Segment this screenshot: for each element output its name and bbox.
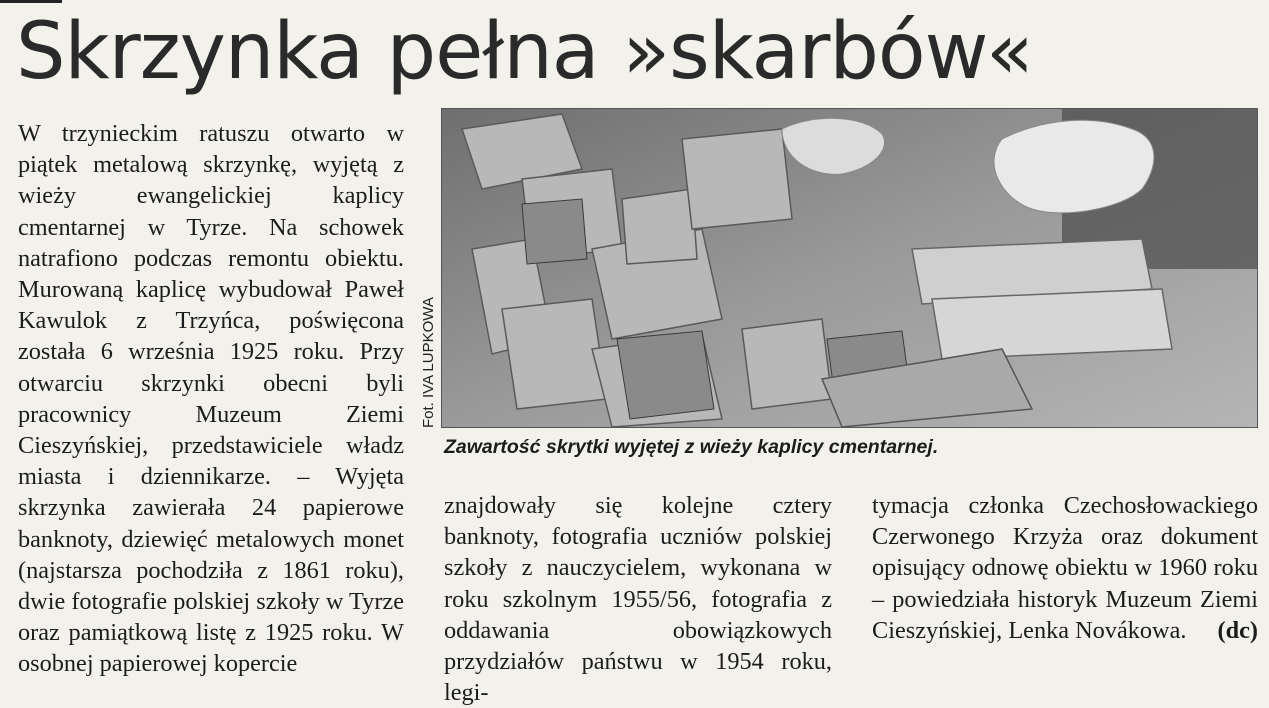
article-column-2 — [444, 490, 832, 708]
article-column-3 — [872, 490, 1258, 646]
photo-credit: Fot. IVA LUPKOWA — [420, 297, 437, 428]
article-headline: Skrzynka pełna »skarbów« — [16, 7, 1033, 97]
article-text-3 — [872, 490, 1258, 646]
article-text-1: W trzynieckim ratuszu otwarto w piątek metalową skrzynkę, wyjętą z wieży ewangelickiej kaplicy cmentarnej w Tyrze. Na schowek natrafiono podczas remontu obiektu. Murowaną kaplicę wybudował Paweł Kawulok z Trzyńca, poświęcona została 6 września 1925 roku. Przy otwarciu skrzynki obecni byli pracownicy Muzeum Ziemi Cieszyńskiej, przedstawiciele władz miasta i dziennikarze. – Wyjęta skrzynka zawierała 24 papierowe banknoty, dziewięć metalowych monet (najstarsza pochodziła z 1861 roku), dwie fotografie polskiej szkoły w Tyrze oraz pamiątkową listę z 1925 roku. W osobnej papierowej kopercie — [18, 120, 404, 678]
article-photo — [441, 108, 1258, 428]
article-column-1 — [18, 118, 404, 680]
top-rule — [0, 0, 62, 3]
article-text-3-body: tymacja członka Czechosłowackiego Czerwonego Krzyża oraz dokument opisujący odnowę obiektu w 1960 roku – powiedziała historyk Muzeum Ziemi Cieszyńskiej, Lenka Novákowa. — [872, 492, 1258, 644]
photo-caption: Zawartość skrytki wyjętej z wieży kaplicy cmentarnej. — [444, 436, 939, 458]
photo-illustration — [442, 109, 1257, 427]
article-text-2: znajdowały się kolejne cztery banknoty, fotografia uczniów polskiej szkoły z nauczycielem, wykonana w roku szkolnym 1955/56, fotografia z oddawania obowiązkowych przydziałów państwu w 1954 roku, legi- — [444, 492, 832, 707]
author-signature: (dc) — [1217, 616, 1258, 644]
